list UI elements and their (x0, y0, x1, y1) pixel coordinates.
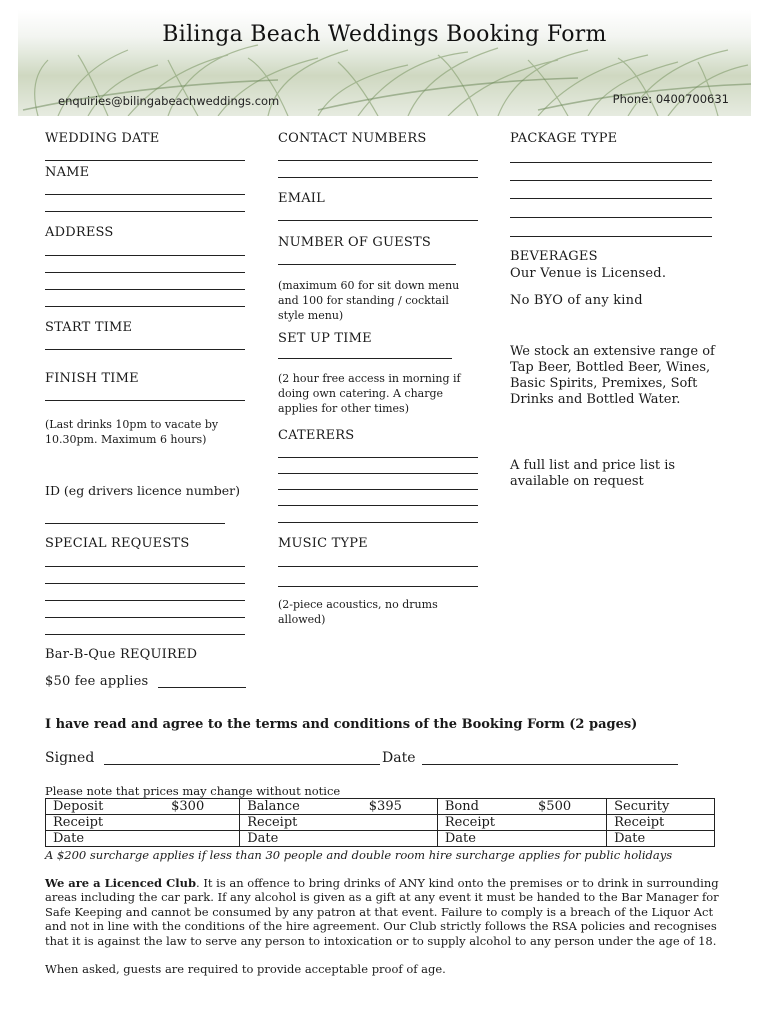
agreement-date-label: Date (382, 750, 416, 766)
id-label: ID (eg drivers licence number) (45, 483, 241, 498)
agreement-date-field[interactable] (422, 764, 678, 765)
caterers-label: CATERERS (278, 428, 355, 443)
music-type-field-1[interactable] (278, 566, 478, 567)
page-title: Bilinga Beach Weddings Booking Form (162, 22, 607, 47)
setup-time-label: SET UP TIME (278, 331, 372, 346)
bond-cell[interactable] (437, 799, 606, 815)
name-label: NAME (45, 165, 90, 180)
contact-numbers-field-1[interactable] (278, 160, 478, 161)
header-banner (18, 10, 751, 116)
deposit-date[interactable]: Date (46, 831, 240, 847)
deposit-label: Deposit (53, 799, 104, 814)
start-time-field[interactable] (45, 349, 245, 350)
music-type-label: MUSIC TYPE (278, 536, 368, 551)
wedding-date-field[interactable] (45, 160, 245, 161)
agreement-text: I have read and agree to the terms and conditions of the Booking Form (2 pages) (45, 717, 638, 732)
contact-numbers-field-2[interactable] (278, 177, 478, 178)
finish-time-field[interactable] (45, 400, 245, 401)
package-type-label: PACKAGE TYPE (510, 131, 618, 146)
club-notice-bold: We are a Licenced Club (45, 876, 197, 890)
surcharge-note: A $200 surcharge applies if less than 30 people and double room hire surcharge applies for public holidays (45, 848, 673, 862)
payment-table (45, 798, 715, 847)
name-field-1[interactable] (45, 194, 245, 195)
deposit-amount: $300 (171, 799, 205, 814)
caterers-field-3[interactable] (278, 489, 478, 490)
stock-text: We stock an extensive range of Tap Beer, Bottled Beer, Wines, Basic Spirits, Premixes, Soft Drinks and Bottled Water. (510, 344, 715, 407)
email-label: EMAIL (278, 191, 325, 206)
package-type-field-1[interactable] (510, 162, 712, 163)
bbq-fee-label: $50 fee applies (45, 674, 149, 689)
signed-label: Signed (45, 750, 95, 766)
name-field-2[interactable] (45, 211, 245, 212)
payment-row-date (46, 831, 715, 847)
bbq-label: Bar-B-Que REQUIRED (45, 647, 198, 662)
package-type-field-5[interactable] (510, 236, 712, 237)
prices-note: Please note that prices may change without notice (45, 784, 341, 798)
caterers-field-1[interactable] (278, 457, 478, 458)
finish-time-label: FINISH TIME (45, 371, 139, 386)
signature-field[interactable] (104, 764, 380, 765)
balance-date[interactable]: Date (240, 831, 438, 847)
bond-receipt[interactable]: Receipt (437, 815, 606, 831)
finish-time-note-line2: 10.30pm. Maximum 6 hours) (45, 433, 207, 446)
setup-time-field[interactable] (278, 358, 452, 359)
guests-note: (maximum 60 for sit down menu and 100 for standing / cocktail style menu) (278, 279, 460, 322)
header-email: enquiries@bilingabeachweddings.com (58, 94, 280, 108)
caterers-field-4[interactable] (278, 505, 478, 506)
deposit-cell[interactable] (46, 799, 240, 815)
contact-numbers-label: CONTACT NUMBERS (278, 131, 427, 146)
bond-amount: $500 (538, 799, 572, 814)
caterers-field-2[interactable] (278, 473, 478, 474)
guests-field[interactable] (278, 264, 456, 265)
bond-label: Bond (444, 799, 479, 814)
payment-row-labels (46, 799, 715, 815)
bbq-field[interactable] (158, 687, 246, 688)
package-type-field-3[interactable] (510, 198, 712, 199)
address-field-3[interactable] (45, 289, 245, 290)
deposit-receipt[interactable]: Receipt (46, 815, 240, 831)
package-type-field-4[interactable] (510, 217, 712, 218)
balance-receipt[interactable]: Receipt (240, 815, 438, 831)
club-notice-text: . It is an offence to bring drinks of ANY kind onto the premises or to drink in surrounding areas including the car park. If any alcohol is given as a gift at any event it must be handed to the Bar Manager for Safe Keeping and cannot be consumed by any patron at that event. Failure to comply is a breach of the Liquor Act and not in line with the conditions of the hire agreement. Our Club strictly follows the RSA policies and recognises that it is against the law to serve any person to intoxication or to supply alcohol to any person under the age of 18. (45, 876, 719, 948)
security-cell[interactable] (607, 799, 715, 815)
balance-label: Balance (247, 799, 300, 814)
address-label: ADDRESS (45, 225, 114, 240)
special-requests-field-5[interactable] (45, 634, 245, 635)
wedding-date-label: WEDDING DATE (45, 131, 160, 146)
music-type-field-2[interactable] (278, 586, 478, 587)
security-receipt[interactable]: Receipt (607, 815, 715, 831)
price-list-text: A full list and price list is available on request (510, 458, 676, 489)
caterers-field-5[interactable] (278, 522, 478, 523)
licensed-text: Our Venue is Licensed. (510, 266, 667, 281)
club-notice (45, 876, 737, 948)
no-byo-text: No BYO of any kind (510, 293, 643, 308)
special-requests-field-1[interactable] (45, 566, 245, 567)
setup-time-note: (2 hour free access in morning if doing own catering. A charge applies for other times) (278, 372, 461, 415)
start-time-label: START TIME (45, 320, 133, 335)
music-type-note: (2-piece acoustics, no drums allowed) (278, 598, 438, 626)
header-phone: Phone: 0400700631 (612, 92, 729, 106)
bond-date[interactable]: Date (437, 831, 606, 847)
special-requests-field-4[interactable] (45, 617, 245, 618)
balance-cell[interactable] (240, 799, 438, 815)
address-field-2[interactable] (45, 272, 245, 273)
address-field-4[interactable] (45, 306, 245, 307)
id-field[interactable] (45, 523, 225, 524)
balance-amount: $395 (368, 799, 402, 814)
beverages-label: BEVERAGES (510, 249, 598, 264)
guests-label: NUMBER OF GUESTS (278, 235, 431, 250)
proof-of-age-note: When asked, guests are required to provide acceptable proof of age. (45, 962, 446, 976)
special-requests-field-3[interactable] (45, 600, 245, 601)
email-field[interactable] (278, 220, 478, 221)
package-type-field-2[interactable] (510, 180, 712, 181)
finish-time-note-line1: (Last drinks 10pm to vacate by (45, 418, 219, 431)
special-requests-field-2[interactable] (45, 583, 245, 584)
address-field-1[interactable] (45, 255, 245, 256)
security-label: Security (614, 799, 670, 814)
security-date[interactable]: Date (607, 831, 715, 847)
payment-row-receipt (46, 815, 715, 831)
special-requests-label: SPECIAL REQUESTS (45, 536, 190, 551)
